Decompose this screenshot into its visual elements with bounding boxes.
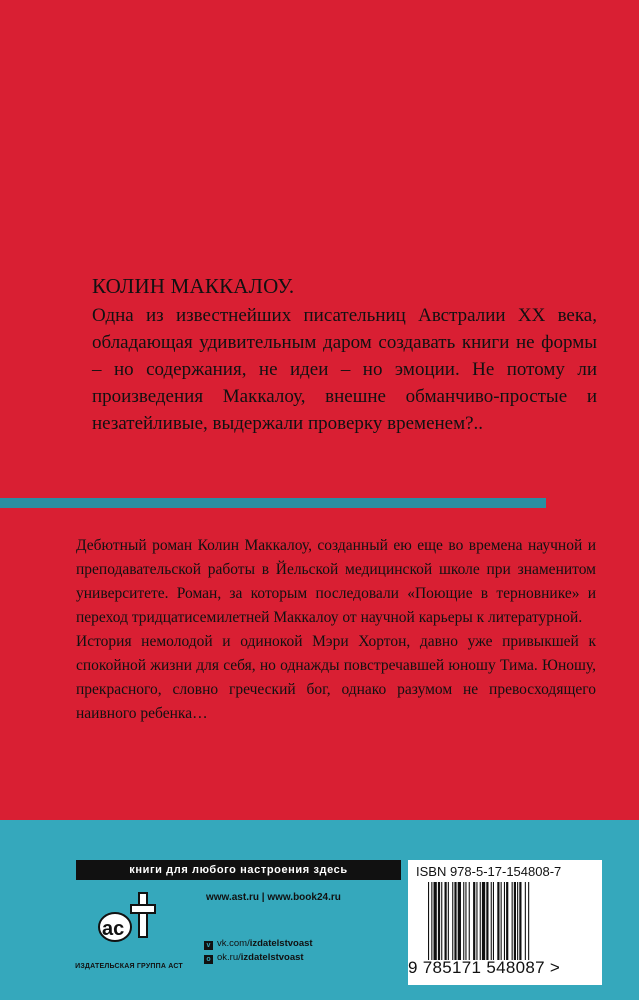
ok-handle: izdatelstvoast (240, 952, 304, 963)
barcode-bar (525, 882, 526, 960)
author-intro (92, 270, 597, 437)
ok-icon: o (204, 955, 213, 964)
publisher-logo (95, 891, 160, 951)
barcode-bar (517, 882, 518, 960)
barcode-bar (486, 882, 488, 960)
barcode-bar (482, 882, 485, 960)
barcode-bar (528, 882, 529, 960)
barcode-bar (512, 882, 513, 960)
teal-divider (0, 498, 546, 508)
ok-prefix: ok.ru/ (217, 952, 241, 963)
barcode-bar (445, 882, 447, 960)
vk-icon: v (204, 941, 213, 950)
barcode-bar (463, 882, 464, 960)
barcode-bar (438, 882, 440, 960)
publisher-caption: ИЗДАТЕЛЬСКАЯ ГРУППА АСТ (75, 963, 183, 970)
vk-prefix: vk.com/ (217, 938, 250, 949)
ast-logo-icon (95, 891, 160, 951)
ok-link[interactable] (204, 952, 304, 964)
barcode-bar (504, 882, 505, 960)
barcode-bar (465, 882, 466, 960)
barcode-bar (506, 882, 508, 960)
svg-text:ас: ас (102, 918, 125, 940)
publisher-websites[interactable]: www.ast.ru | www.book24.ru (206, 892, 341, 903)
barcode-bar (514, 882, 516, 960)
barcode (426, 882, 572, 960)
barcode-bar (480, 882, 481, 960)
author-description: Одна из известнейших писательниц Австралии XX века, обладающая удивительным даром создавать книги не формы – но содержания, не идеи – но эмоции. Не потому ли произведения Маккалоу, внешне обманчиво-простые и незатейливые, выдержали проверку временем?.. (92, 305, 597, 434)
book-annotation (76, 534, 596, 726)
ean-number: 9 785171 548087 > (408, 958, 561, 977)
barcode-bar (448, 882, 449, 960)
barcode-bar (454, 882, 456, 960)
barcode-bar (519, 882, 521, 960)
barcode-icon (426, 882, 572, 960)
barcode-bar (493, 882, 494, 960)
annotation-paragraph-1: Дебютный роман Колин Маккалоу, созданный ею еще во времена научной и преподавательской работы в Йельской медицинской школе при знаменитом университете. Роман, за которым последовали «Поющие в терновнике» и переход тридцатисемилетней Маккалоу от научной карьеры к литературной. (76, 537, 596, 626)
barcode-bar (452, 882, 453, 960)
barcode-bar (441, 882, 442, 960)
barcode-bar (458, 882, 461, 960)
barcode-bar (476, 882, 477, 960)
barcode-bar (431, 882, 432, 960)
barcode-bar (434, 882, 437, 960)
barcode-bar (491, 882, 492, 960)
barcode-bar (469, 882, 470, 960)
author-name: КОЛИН МАККАЛОУ. (92, 274, 295, 298)
barcode-bar (473, 882, 475, 960)
slogan-banner: книги для любого настроения здесь (76, 860, 401, 880)
vk-handle: izdatelstvoast (249, 938, 313, 949)
barcode-bar (497, 882, 499, 960)
barcode-bar (501, 882, 502, 960)
annotation-paragraph-2: История немолодой и одинокой Мэри Хортон, давно уже привыкшей к спокойной жизни для себя, но однажды повстречавшей юношу Тима. Юношу, прекрасного, словно греческий бог, однако разумом не превосходящего наивного ребенка… (76, 633, 596, 722)
vk-link[interactable] (204, 938, 313, 950)
barcode-bar (428, 882, 429, 960)
isbn-label: ISBN 978-5-17-154808-7 (416, 864, 562, 879)
